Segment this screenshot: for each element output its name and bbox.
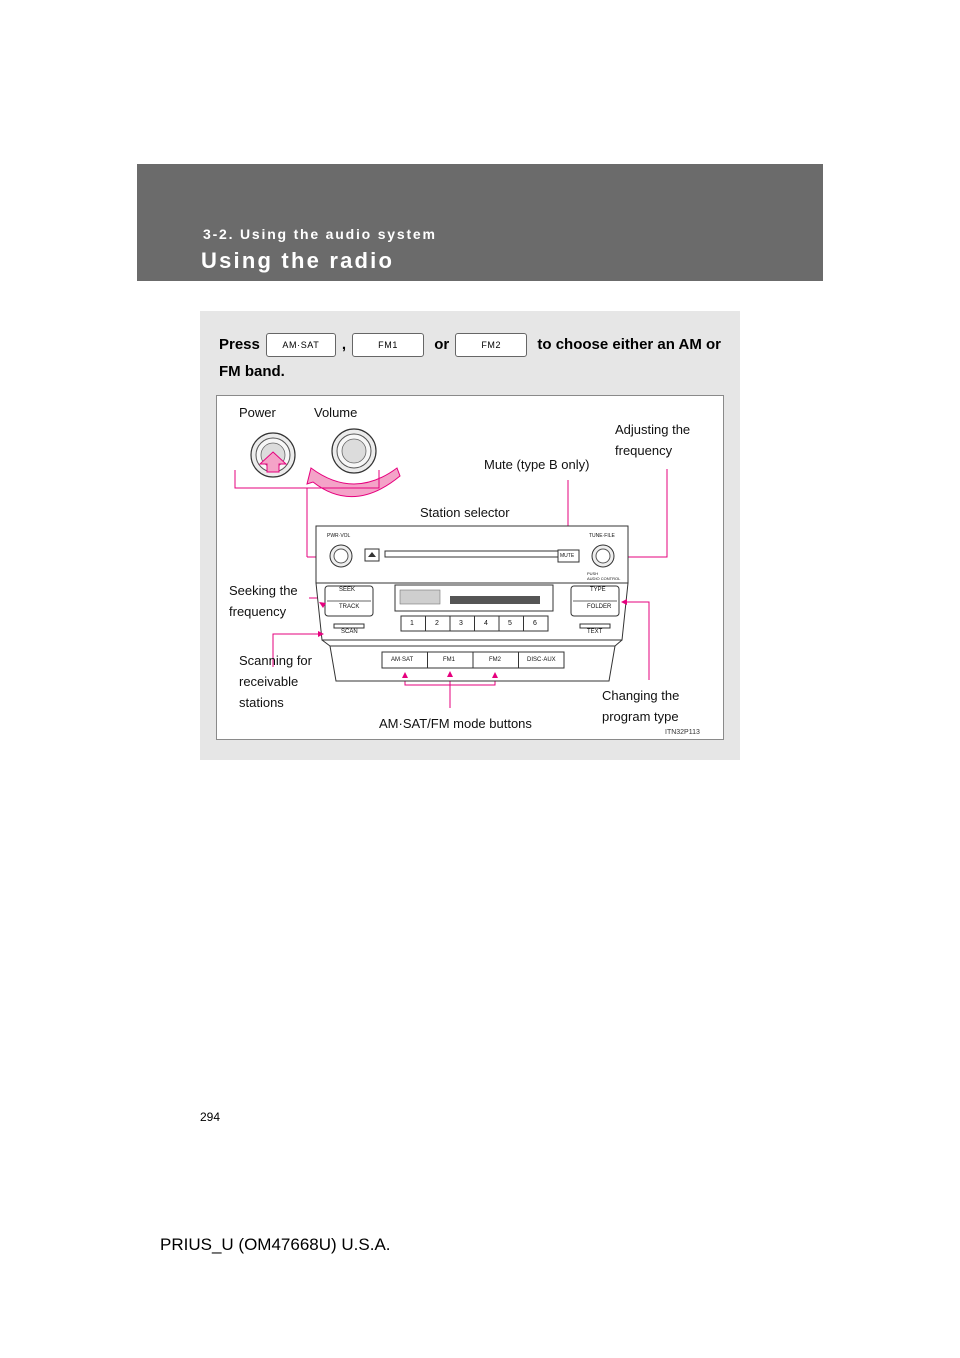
am-sat-key: AM·SAT: [266, 333, 336, 357]
preset-2: 2: [435, 620, 439, 627]
radio-diagram: [216, 395, 724, 740]
callout-seeking-frequency: Seeking the frequency: [229, 583, 298, 619]
pwr-vol-label: PWR·VOL: [327, 533, 351, 539]
page-title: Using the radio: [201, 248, 395, 273]
text-label: TEXT: [587, 629, 603, 635]
mode-disc-aux: DISC·AUX: [527, 657, 556, 663]
tune-file-label: TUNE·FILE: [589, 533, 615, 539]
push-label: PUSH: [587, 571, 599, 576]
page-number: 294: [200, 1110, 221, 1124]
footer-model: PRIUS_U (OM47668U) U.S.A.: [160, 1235, 391, 1254]
preset-5: 5: [508, 620, 512, 627]
callout-mode-buttons: AM·SAT/FM mode buttons: [379, 716, 532, 731]
seek-label: SEEK: [339, 587, 356, 593]
type-label: TYPE: [590, 587, 606, 593]
preset-6: 6: [533, 620, 537, 627]
callout-power: Power: [239, 405, 276, 420]
or-word: or: [434, 336, 450, 353]
audio-control-label: AUDIO CONTROL: [587, 576, 621, 581]
callout-station-selector: Station selector: [420, 505, 510, 520]
audio-unit: [316, 526, 628, 681]
mute-button-label: MUTE: [560, 553, 575, 559]
folder-label: FOLDER: [587, 604, 612, 610]
fm2-key: FM2: [455, 333, 527, 357]
preset-3: 3: [459, 620, 463, 627]
callout-volume: Volume: [314, 405, 358, 420]
instruction-rest: to choose either an AM or FM band.: [219, 336, 722, 380]
comma: ,: [341, 336, 347, 353]
preset-4: 4: [484, 620, 488, 627]
preset-1: 1: [410, 620, 414, 627]
mode-am-sat: AM·SAT: [391, 657, 414, 663]
mode-fm1: FM1: [443, 657, 455, 663]
content-panel: [200, 311, 740, 760]
callout-scanning-stations: Scanning for receivable stations: [239, 653, 312, 710]
volume-knob-icon: [307, 429, 400, 497]
track-label: TRACK: [339, 604, 360, 610]
press-word: Press: [219, 336, 260, 353]
callout-changing-program-type: Changing the program type: [602, 688, 680, 724]
mode-fm2: FM2: [489, 657, 501, 663]
section-header: [137, 164, 823, 281]
power-knob-icon: [251, 433, 295, 477]
figure-id: ITN32P113: [665, 729, 700, 736]
fm1-key: FM1: [352, 333, 424, 357]
callout-adjusting-frequency: Adjusting the frequency: [615, 422, 691, 458]
scan-label: SCAN: [341, 629, 358, 635]
callout-mute: Mute (type B only): [484, 457, 590, 472]
instruction-text: [219, 331, 729, 385]
section-label: 3-2. Using the audio system: [203, 226, 437, 242]
